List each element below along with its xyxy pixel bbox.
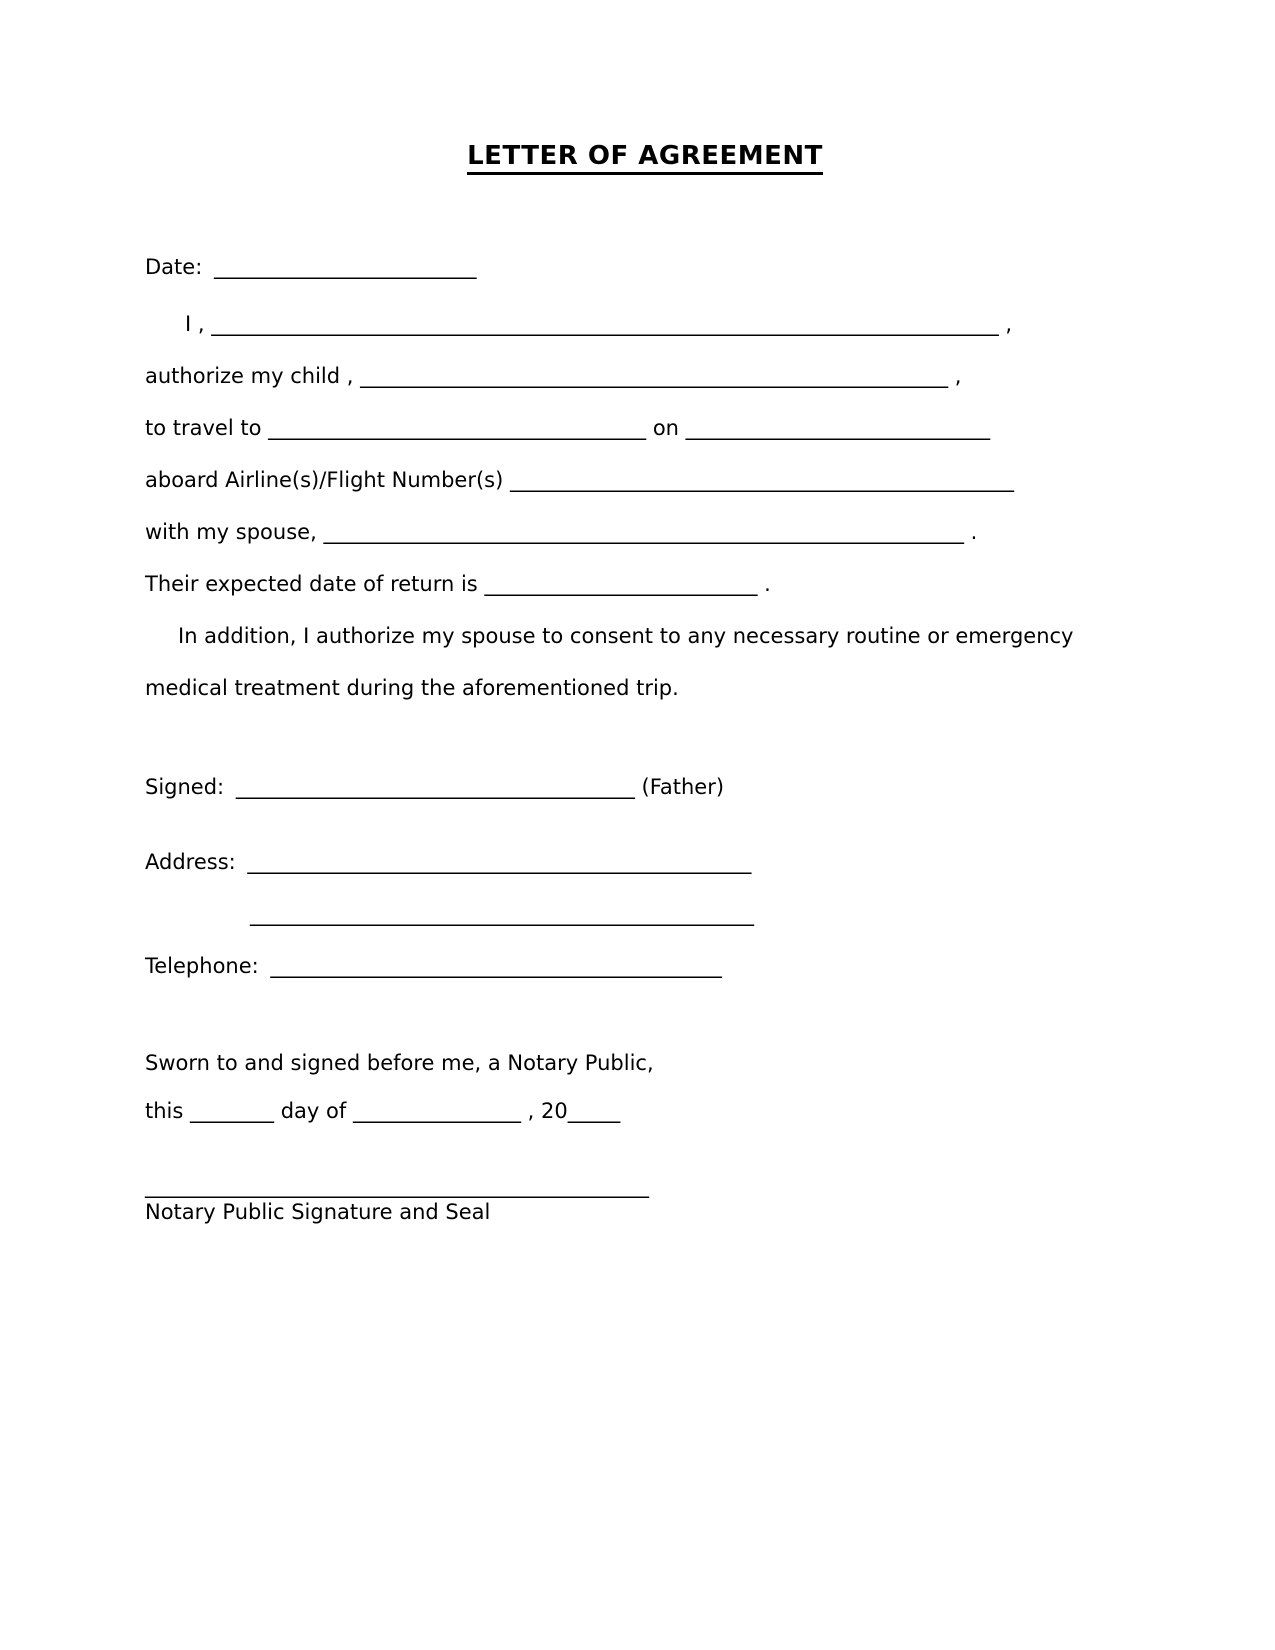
child-line [145, 363, 1145, 390]
return-date-line [145, 571, 1145, 598]
father-signature-blank: ______________________________________ [235, 775, 635, 799]
page-title [145, 141, 1145, 171]
child-name-blank: ________________________________________________________ [360, 364, 949, 388]
notary-year-prefix: , 20 [527, 1099, 568, 1123]
address-line-2 [145, 901, 1145, 928]
notary-year-blank: _____ [567, 1099, 621, 1123]
signed-father-label: (Father) [641, 775, 725, 799]
intro-post: , [1005, 312, 1013, 336]
child-pre: authorize my child , [145, 364, 354, 388]
telephone-line [145, 953, 1145, 980]
intro-pre: I , [185, 312, 205, 336]
travel-line [145, 415, 1145, 442]
page-title-text: LETTER OF AGREEMENT [467, 141, 823, 175]
address-blank-2: ________________________________________________ [250, 902, 754, 926]
child-post: , [954, 364, 962, 388]
return-date-blank: __________________________ [484, 572, 758, 596]
telephone-label: Telephone: [145, 954, 259, 978]
date-label: Date: [145, 255, 203, 279]
notary-signature-line [145, 1173, 1145, 1200]
notary-date-line [145, 1098, 1145, 1125]
date-blank: _________________________ [213, 255, 477, 279]
date-line [145, 254, 1145, 281]
authorization-paragraph-line1: In addition, I authorize my spouse to consent to any necessary routine or emergency [178, 624, 1074, 648]
spouse-pre: with my spouse, [145, 520, 317, 544]
airline-flight-blank: ________________________________________________ [510, 468, 1014, 492]
signed-label: Signed: [145, 775, 225, 799]
spouse-name-blank: _____________________________________________________________ [323, 520, 964, 544]
airline-pre: aboard Airline(s)/Flight Number(s) [145, 468, 504, 492]
return-date-post: . [764, 572, 771, 596]
travel-pre: to travel to [145, 416, 262, 440]
address-blank-1: ________________________________________________ [247, 850, 752, 874]
notary-signature-blank: ________________________________________________ [145, 1174, 649, 1198]
notary-day-blank: ________ [190, 1099, 275, 1123]
spouse-post: . [970, 520, 978, 544]
address-line [145, 849, 1145, 876]
airline-line [145, 467, 1145, 494]
address-label: Address: [145, 850, 236, 874]
notary-signature-label: Notary Public Signature and Seal [145, 1200, 491, 1224]
notary-intro-line: Sworn to and signed before me, a Notary Public, [145, 1051, 654, 1075]
notary-day-of-label: day of [280, 1099, 347, 1123]
signed-line [145, 774, 1145, 801]
parent-name-blank: ___________________________________________________________________________ [211, 312, 999, 336]
intro-line [145, 311, 1145, 338]
return-date-pre: Their expected date of return is [145, 572, 478, 596]
notary-month-blank: ________________ [352, 1099, 521, 1123]
travel-destination-blank: ____________________________________ [268, 416, 647, 440]
notary-this-label: this [145, 1099, 184, 1123]
spouse-line [145, 519, 1145, 546]
travel-date-blank: _____________________________ [685, 416, 991, 440]
telephone-blank: ___________________________________________ [270, 954, 722, 978]
travel-on-label: on [652, 416, 679, 440]
authorization-paragraph-line2: medical treatment during the aforementioned trip. [145, 676, 679, 700]
